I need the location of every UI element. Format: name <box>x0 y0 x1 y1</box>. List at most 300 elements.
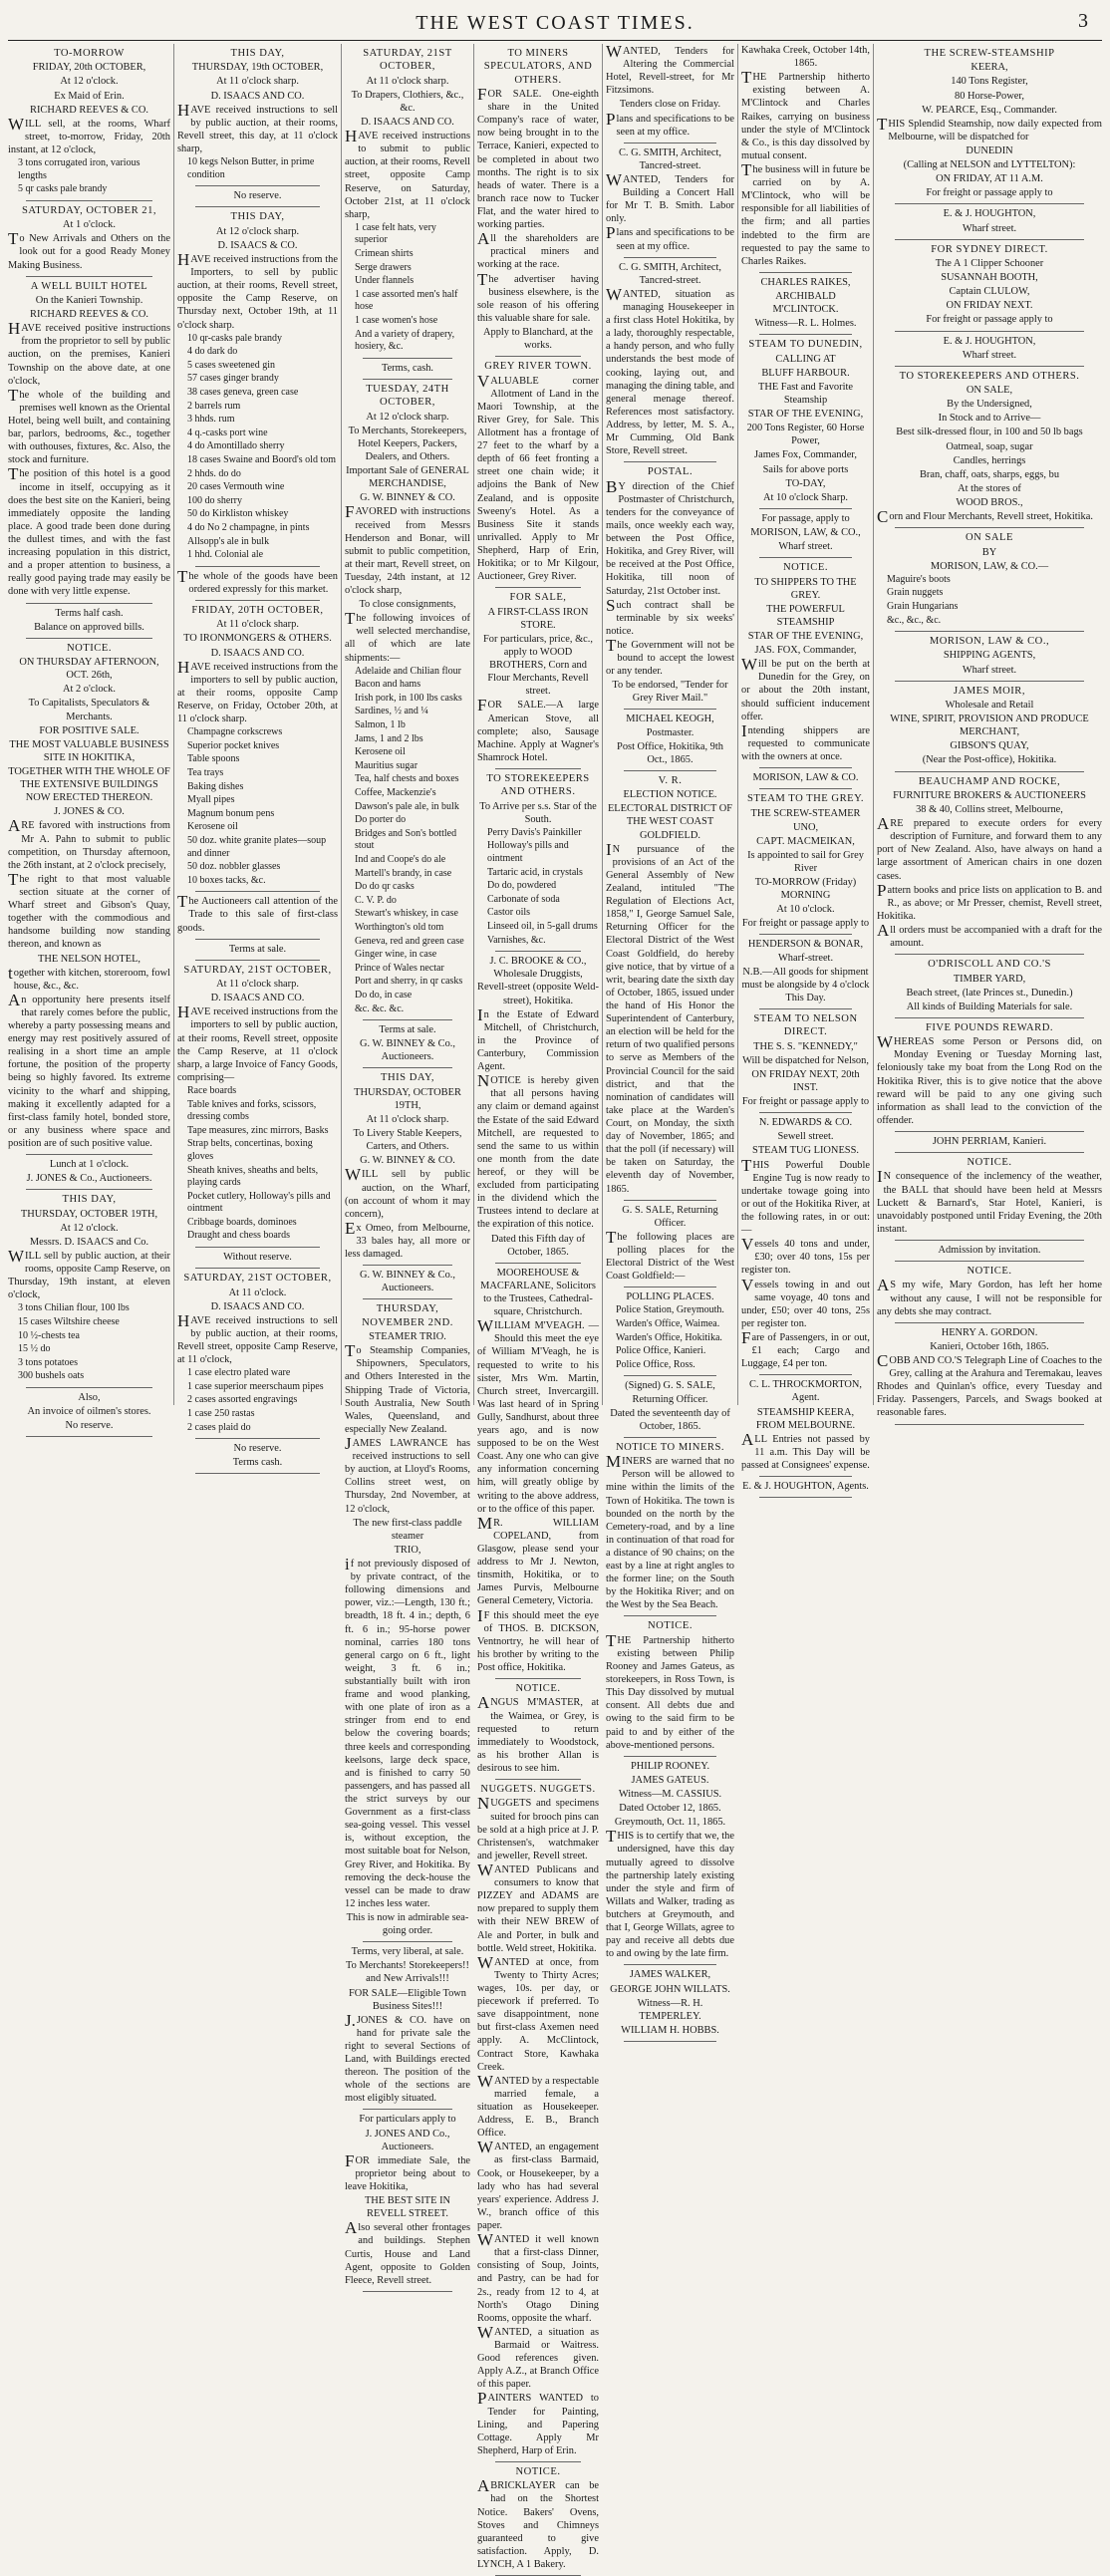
ad-paragraph: The business will in future be carried on by A. M'Clintock, who will be responsible for all liabilities of the firm; and all parties indebted to the firm are requested to pay the same to Charles Raikes. <box>741 159 870 267</box>
ad-list-item: 18 cases Swaine and Boord's old tom <box>187 453 337 465</box>
ad-paragraph: ON FRIDAY, AT 11 A.M. <box>936 173 1043 185</box>
ad-paragraph: JAMES LAWRANCE has received instructions to sell by auction, at Lloyd's Rooms, Collins street west, on Thursday, 2nd November, at 12 o'clock, <box>345 1434 470 1515</box>
ad-separator <box>363 1298 452 1299</box>
ad-line: J. JONES & CO. <box>54 806 125 818</box>
ad-line: Witness—R. H. TEMPERLEY. <box>637 1997 703 2022</box>
column-4 <box>477 44 599 2570</box>
ad-list-item: Do porter do <box>355 814 407 826</box>
ad-separator <box>195 185 320 186</box>
ad-heading: TO MINERS SPECULATORS, AND OTHERS. <box>483 48 593 86</box>
ad-separator <box>759 1497 852 1498</box>
ad-line: G. S. SALE, Returning Officer. <box>622 1204 718 1229</box>
ad-line: THURSDAY, OCTOBER 19TH, <box>20 1208 158 1220</box>
ad-line: G. W. BINNEY & CO. <box>360 492 455 504</box>
ad-list-item: Kerosene oil <box>355 746 406 758</box>
ad-heading: THIS DAY, <box>381 1072 434 1084</box>
ad-line: For passage, apply to <box>761 512 850 524</box>
ad-paragraph: together with kitchen, storeroom, fowl house, &c., &c. <box>8 963 170 992</box>
ad-paragraph: ANGUS M'MASTER, at the Waimea, or Grey, is requested to return immediately to Woodstock, as his brother Allan is desirous to see him. <box>477 1693 599 1775</box>
ad-line: Wholesale and Retail <box>945 700 1034 712</box>
ad-separator <box>495 768 581 769</box>
ad-line: Kawhaka Creek, October 14th, 1865. <box>741 45 870 70</box>
ad-list-item: 50 do Kirkliston whiskey <box>187 508 289 520</box>
advertisement <box>177 1272 338 1434</box>
ad-heading: NOTICE. <box>967 1266 1012 1278</box>
column-7 <box>877 44 1102 1419</box>
ad-separator <box>26 1154 152 1155</box>
ad-list-item: Draught and chess boards <box>187 1230 291 1242</box>
ad-line: THURSDAY, OCTOBER 19TH, <box>354 1086 461 1111</box>
ad-heading: NOTICE. <box>648 1620 693 1632</box>
ad-line: D. ISAACS AND CO. <box>210 647 305 659</box>
ad-line: STEAMSHIP KEERA, FROM MELBOURNE. <box>755 1406 856 1431</box>
advertisement <box>606 774 734 1196</box>
ad-paragraph: FOR immediate Sale, the proprietor being about to leave Hokitika, <box>345 2150 470 2193</box>
advertisement <box>477 2465 599 2571</box>
ad-paragraph: HAVE received instructions to sell by public auction, at their rooms, Revell street, this day, at 11 o'clock sharp, <box>177 100 338 154</box>
ad-list-item: 1 hhd. Colonial ale <box>187 549 264 561</box>
advertisement <box>741 561 870 763</box>
ad-paragraph: James Fox, Commander, <box>754 449 857 461</box>
ad-heading: THIS DAY, <box>62 1194 117 1206</box>
ad-list-item: 2 hhds. do do <box>187 467 241 479</box>
ad-paragraph: In the Estate of Edward Mitchell, of Christchurch, in the Province of Canterbury, Commission Agent. <box>477 1004 599 1073</box>
ad-line: G. W. BINNEY & Co., Auctioneers. <box>359 1270 456 1294</box>
ad-line: D. ISAACS AND CO. <box>210 1300 305 1312</box>
ad-list-item: Do do qr casks <box>355 881 415 893</box>
ad-line: STEAMER TRIO. <box>369 1331 446 1343</box>
advertisement <box>345 383 470 1015</box>
ad-line: D. ISAACS & CO. <box>217 239 298 251</box>
ad-line: At 12 o'clock. <box>60 1222 119 1234</box>
ad-heading: POSTAL. <box>647 466 694 478</box>
ad-line: No reserve. <box>233 190 282 202</box>
ad-list-item: 1 case women's hose <box>355 315 438 327</box>
advertisement <box>741 44 870 268</box>
advertisement <box>877 958 1102 1013</box>
ad-paragraph: THE S. S. "KENNEDY," <box>753 1040 858 1052</box>
ad-line: E. & J. HOUGHTON, Agents. <box>742 1481 869 1493</box>
ad-paragraph: (Calling at NELSON and LYTTELTON): <box>903 159 1076 171</box>
ad-list-item: 3 tons Chilian flour, 100 lbs <box>18 1302 130 1314</box>
ad-heading: NOTICE. <box>783 562 828 574</box>
ad-list-item: Baking dishes <box>187 780 244 792</box>
ad-line: ELECTION NOTICE. <box>623 789 717 801</box>
ad-separator <box>759 557 852 558</box>
ad-line: Beach street, (late Princes st., Dunedin.) <box>906 987 1073 999</box>
ad-line: Kanieri, October 16th, 1865. <box>930 1340 1049 1352</box>
ad-separator <box>624 461 716 462</box>
ad-list-item: Stewart's whiskey, in case <box>355 908 458 920</box>
ad-list-item: Ginger wine, in case <box>355 949 437 961</box>
ad-line: Terms half cash. <box>55 607 124 619</box>
ad-paragraph: At 10 o'clock Sharp. <box>763 491 848 503</box>
ad-paragraph: For freight or passage apply to <box>741 918 870 930</box>
ad-line: ARCHIBALD M'CLINTOCK. <box>772 290 839 316</box>
ad-paragraph: The following places are polling places for the Electoral District of the West Coast Goldfield:— <box>606 1227 734 1283</box>
ad-paragraph: ON FRIDAY NEXT, 20th INST. <box>751 1068 860 1094</box>
ad-list-item: 1 case electro plated ware <box>187 1367 291 1379</box>
ad-separator <box>895 1261 1084 1262</box>
ad-list-item: 3 hhds. rum <box>187 414 235 426</box>
advertisement <box>177 604 338 887</box>
ad-line: HENDERSON & BONAR, Wharf-street. <box>747 939 864 964</box>
ad-paragraph: To New Arrivals and Others on the look out for a good Ready Money Making Business. <box>8 229 170 271</box>
ad-paragraph: At the stores of <box>958 482 1021 494</box>
ad-heading: FOR SALE, <box>509 592 567 604</box>
ad-line: Wharf street. <box>962 222 1017 234</box>
ad-item-list <box>345 666 470 1015</box>
ad-line: Wharf street. <box>778 541 833 553</box>
ad-paragraph: STAR OF THE EVENING, <box>747 630 864 642</box>
ad-line: JAMES GATEUS. <box>631 1774 709 1786</box>
ad-separator <box>895 1131 1084 1132</box>
ad-paragraph: Intending shippers are requested to communicate with the owners at once. <box>741 720 870 762</box>
ad-separator <box>624 1615 716 1616</box>
ad-separator <box>495 1678 581 1679</box>
advertisement <box>741 1116 870 1370</box>
ad-paragraph: The whole of the building and premises well known as the Oriental Hotel, being well built, and containing bar, parlors, bedrooms, &c., together with outhouses, fixtures, &c. Also, the stock and furniture. <box>8 385 170 466</box>
ad-line: STEAM TUG LIONESS. <box>752 1145 859 1157</box>
ad-item-list <box>477 827 599 947</box>
advertisement <box>741 771 870 784</box>
advertisement <box>606 1968 734 2037</box>
ad-separator <box>895 527 1084 528</box>
ad-paragraph: FOR SALE.—A large American Stove, all complete; also, Sausage Machine. Apply at Wagner's Shamrock Hotel. <box>477 696 599 763</box>
ad-paragraph: ARE prepared to execute orders for every description of Furniture, and forward them to any port of New Zealand. Also, have always on hand a large assortment of American chairs in one dozen cases. <box>877 814 1102 882</box>
ad-line: FURNITURE BROKERS & AUCTIONEERS <box>893 789 1086 801</box>
ad-list-item: Do do, powdered <box>487 880 557 892</box>
ad-paragraph: The new first-class paddle steamer <box>353 1517 462 1542</box>
ad-separator <box>26 1189 152 1190</box>
ad-paragraph: The A 1 Clipper Schooner <box>935 258 1044 269</box>
ad-list-item: Warden's Office, Hokitika. <box>616 1331 722 1343</box>
ad-paragraph: WANTED, an engagement as first-class Barmaid, Cook, or Housekeeper, by a lady who has had several years' experience. Address J. W., branch office of this paper. <box>477 2138 599 2231</box>
column-6 <box>741 44 870 1493</box>
advertisement <box>741 1378 870 1472</box>
ad-paragraph: DUNEDIN <box>966 145 1013 156</box>
ad-heading: GREY RIVER TOWN. <box>484 361 592 373</box>
ad-list-item: 20 cases Vermouth wine <box>187 481 285 493</box>
ad-paragraph: THE NELSON HOTEL, <box>37 953 141 965</box>
ad-heading: TO STOREKEEPERS AND OTHERS. <box>486 772 590 798</box>
ad-heading: NUGGETS. NUGGETS. <box>480 1784 596 1796</box>
ad-paragraph: HAVE received instructions from the importers to sell by public auction, at their rooms, Revell street, opposite the Camp Reserve, at 11 o'clock sharp, a large Invoice of Fancy Goods, comprising— <box>177 1002 338 1083</box>
advertisement <box>741 276 870 330</box>
ad-paragraph: Pattern books and price lists on application to B. and R., as above; or Mr Presser, chemist, Revell street, Hokitika. <box>877 880 1102 922</box>
advertisement <box>877 207 1102 234</box>
ad-line: W. PEARCE, Esq., Commander. <box>922 104 1057 116</box>
ad-paragraph: HAVE received instructions to sell by public auction, at their rooms, Revell street, opposite Camp Reserve, at 11 o'clock, <box>177 1310 338 1366</box>
ad-paragraph: IN pursuance of the provisions of an Act of the General Assembly of New Zealand, intituled "The Regulation of Elections Act, 1858," I, George Samuel Sale, Returning Officer for the Electoral District of the West Coast Goldfield, do hereby give notice, that by virtue of a writ, bearing date the sixth day of October, 1865, issued under the hand of His Honor the Superintendent of Canterbury, an election will be held for the return of two qualified persons to serve as Members of the Provincial Council for the said district, and that the nomination of candidates will take place at the Warden's Court, on Monday, the sixth day of November, 1865; and that the poll (if necessary) will be taken on Saturday, the eleventh day of November, 1865. <box>606 839 734 1195</box>
ad-list-item: &c. &c. &c. <box>355 1002 405 1014</box>
ad-list-item: 1 case felt hats, very superior <box>355 221 436 246</box>
advertisement <box>877 685 1102 767</box>
ad-line: WILLIAM H. HOBBS. <box>621 2024 719 2036</box>
ad-line: GIBSON'S QUAY, <box>950 740 1029 752</box>
ad-separator <box>26 276 152 277</box>
ad-line: 140 Tons Register, <box>951 76 1028 88</box>
ad-separator <box>895 366 1084 367</box>
ad-paragraph: Plans and specifications to be seen at my office. <box>606 223 734 252</box>
advertisement <box>8 607 170 634</box>
ad-paragraph: ARE favored with instructions from Mr A. Pahn to submit to public competition, on Thursday afternoon, the 26th instant, at 2 o'clock precisely, <box>8 816 170 871</box>
ad-line: Also, <box>78 1392 101 1404</box>
ad-line: To Capitalists, Speculators & Merchants. <box>28 698 150 722</box>
ad-line: Without reserve. <box>223 1252 292 1264</box>
ad-separator <box>895 1152 1084 1153</box>
ad-line: THE MOST VALUABLE BUSINESS SITE IN HOKITIKA, <box>9 738 169 763</box>
advertisement <box>877 1244 1102 1257</box>
ad-paragraph: MINERS are warned that no Person will be allowed to mine within the limits of the Town of Hokitika. The town is bounded on the north by the Cemetery-road, and by a line in continuation of that road for a distance of 90 chains; on the east by a line at right angles to the former line; on the South by the Hokitika River; and on the West by the Sea Beach. <box>606 1452 734 1611</box>
ad-heading: STEAM TO DUNEDIN, <box>748 339 863 351</box>
ad-line: TO SHIPPERS TO THE GREY. <box>754 576 857 601</box>
column-5 <box>606 42 734 2036</box>
ad-paragraph: Apply to Blanchard, at the works. <box>483 327 593 352</box>
ad-paragraph: Is appointed to sail for Grey River <box>747 849 864 874</box>
ad-line: Dated October 12, 1865. <box>619 1803 721 1815</box>
ad-separator <box>26 638 152 639</box>
ad-heading: SATURDAY, OCTOBER 21, <box>21 204 157 216</box>
ad-paragraph: WILLIAM M'VEAGH. — Should this meet the eye of William M'Veagh, he is requested to write to his sister, Mrs Wm. Martin, Church street, Invercargill. Was last heard of in Spring Gully, Sandhurst, about three years ago, and is now supposed to be on the West Coast. Any one who can give any information concerning him, will greatly oblige by writing to the above address, or to the office of this paper. <box>477 1316 599 1515</box>
ad-separator <box>495 587 581 588</box>
ad-list-item: Police Station, Greymouth. <box>616 1304 724 1316</box>
ad-line: To Livery Stable Keepers, Carters, and Others. <box>353 1128 462 1153</box>
ad-separator <box>495 356 581 357</box>
ad-line: A FIRST-CLASS IRON STORE. <box>487 606 589 631</box>
ad-line: POLLING PLACES. <box>626 1291 714 1303</box>
ad-paragraph: AS my wife, Mary Gordon, has left her home without any cause, I will not be responsible for any debts she may contract. <box>877 1276 1102 1317</box>
ad-paragraph: ABRICKLAYER can be had on the Shortest Notice. Bakers' Ovens, Stoves and Chimneys guaranteed to give satisfaction. Apply, D. LYNCH, A 1 Bakery. <box>477 2476 599 2570</box>
ad-line: Terms cash. <box>232 1457 283 1469</box>
ad-line: At 11 o'clock sharp. <box>216 979 299 991</box>
ad-list-item: 2 cases assorted engravings <box>187 1394 298 1406</box>
ad-paragraph: WANTED at once, from Twenty to Thirty Acres; wages, 10s. per day, or piecework if preferred. To save disappointment, none but first-class Axemen need apply. A. McClintock, Contract Store, Kawhaka Creek. <box>477 1952 599 2073</box>
ad-paragraph: Vessels towing in and out same voyage, 40 tons and under, £50; over 40 tons, 25s per register ton. <box>741 1275 870 1329</box>
ad-paragraph: In Stock and to Arrive— <box>938 413 1041 425</box>
ad-list-item: Varnishes, &c. <box>487 934 546 946</box>
advertisement <box>741 792 870 930</box>
ad-line: G. W. BINNEY & CO. <box>360 1155 455 1167</box>
ad-line: N.B.—All goods for shipment must be alongside by 4 o'clock This Day. <box>741 966 870 1003</box>
ad-heading: A WELL BUILT HOTEL <box>30 280 148 292</box>
ad-separator <box>759 788 852 789</box>
ad-line: BLUFF HARBOUR. <box>761 367 850 379</box>
ad-line: G. W. BINNEY & Co., Auctioneers. <box>359 1038 456 1063</box>
ad-separator <box>624 1437 716 1438</box>
ad-separator <box>895 1240 1084 1241</box>
ad-paragraph: Corn and Flour Merchants, Revell street, Hokitika. <box>877 507 1093 527</box>
ad-line: BY <box>981 546 997 558</box>
ad-line: J. C. BROOKE & CO., Wholesale Druggists, Revell-street (opposite Weld-street), Hokitika. <box>477 956 599 1006</box>
ad-line: Sewell street. <box>777 1131 834 1143</box>
advertisement <box>345 47 470 354</box>
advertisement <box>177 943 338 956</box>
ad-paragraph: Tenders close on Friday. <box>619 99 721 111</box>
column-3 <box>345 44 470 2286</box>
ad-item-list <box>177 1367 338 1434</box>
ad-paragraph: The Auctioneers call attention of the Trade to this sale of first-class goods. <box>177 892 338 934</box>
ad-line: TOGETHER WITH THE WHOLE OF THE EXTENSIVE BUILDINGS NOW ERECTED THEREON. <box>8 765 170 804</box>
ad-list-item: Grain nuggets <box>887 587 944 599</box>
ad-heading: V. R. <box>658 774 683 786</box>
ad-list-item: 15 ½ do <box>18 1343 51 1355</box>
ad-paragraph: NUGGETS and specimens suited for brooch pins can be sold at a high price at J. P. Christensen's, watchmaker and jeweller, Revell street. <box>477 1794 599 1861</box>
ad-separator <box>624 1375 716 1376</box>
ad-list-item: 3 tons potatoes <box>18 1356 78 1368</box>
ad-list-item: 300 bushels oats <box>18 1370 85 1382</box>
ad-separator <box>895 1424 1084 1425</box>
ad-line: To Arrive per s.s. Star of the South. <box>479 800 597 825</box>
ad-paragraph: HAVE received instructions to submit to public auction, at their rooms, Revell street, opposite Camp Reserve, on Saturday, October 21st, at 11 o'clock sharp, <box>345 127 470 220</box>
advertisement <box>477 1267 599 1674</box>
column-divider <box>602 44 603 1405</box>
advertisement <box>345 1023 470 1063</box>
ad-list-item: 5 qr casks pale brandy <box>18 183 108 195</box>
ad-paragraph: Sails for above ports <box>762 463 849 475</box>
ad-paragraph: if not previously disposed of by private contract, of the following dimensions and power, viz.:—Length, 130 ft.; breadth, 18 ft. 4 in.; depth, 6 ft. 6 in.; 95-horse power nominal, carries 180 tons general cargo on 6 ft., light weight, 3 ft. 6 in.; substantially built with iron frame and wood planking, with one plate of iron as a stringer from end to end below the covering boards; three keels and corresponding keelsons, large deck space, and is finished to carry 50 passengers, and has passed all the strict surveys by our Government as a first-class sea-going vessel. This vessel is, without exception, the most suitable boat for Nelson, Grey River, and Hokitika. By removing the deck-house the vessel can be made to draw 12 inches less water. <box>345 1555 470 1909</box>
ad-paragraph: WILL sell by public auction, on the Wharf, (on account of whom it may concern), <box>345 1165 470 1220</box>
advertisement <box>741 1012 870 1108</box>
advertisement <box>877 335 1102 362</box>
advertisement <box>177 1251 338 1264</box>
ad-list-item: Bridges and Son's bottled stout <box>355 827 457 852</box>
ad-list-item: Warden's Office, Waimea. <box>616 1318 720 1330</box>
ad-list-item: Magnum bonum pens <box>187 807 275 819</box>
column-divider <box>173 44 174 1405</box>
ad-list-item: Myall pipes <box>187 794 235 806</box>
ad-separator <box>495 951 581 952</box>
ad-line: D. ISAACS AND CO. <box>210 90 305 102</box>
ad-list-item: Prince of Wales nectar <box>355 962 444 974</box>
ad-paragraph: WANTED by a respectable married female, a situation as Housekeeper. Address, E. B., Branch Office. <box>477 2071 599 2140</box>
advertisement <box>477 591 599 764</box>
ad-separator <box>363 1941 452 1942</box>
advertisement <box>741 512 870 553</box>
ad-heading: O'DRISCOLL AND CO.'S <box>928 959 1051 971</box>
ad-list-item: Sheath knives, sheaths and belts, playing cards <box>187 1164 319 1189</box>
ad-list-item: Allsopp's ale in bulk <box>187 535 270 547</box>
ad-item-list <box>177 333 338 562</box>
ad-paragraph: Bran, chaff, oats, sharps, eggs, bu <box>919 468 1060 480</box>
ad-separator <box>363 2291 452 2292</box>
ad-separator <box>26 200 152 201</box>
ad-separator <box>895 1017 1084 1018</box>
ad-line: 38 & 40, Collins street, Melbourne, <box>916 804 1063 816</box>
ad-list-item: Ind and Coope's do ale <box>355 854 446 866</box>
ad-paragraph: THE Partnership hitherto existing between Philip Rooney and James Gateus, as storekeepers, in Ross Town, is This Day dissolved by mutual consent. All debts due and owing to the said firm to be paid to and by either of the above-mentioned persons. <box>606 1630 734 1751</box>
ad-line: HENRY A. GORDON. <box>941 1326 1038 1338</box>
ad-heading: NOTICE. <box>67 642 112 654</box>
ad-heading: ON SALE <box>966 532 1013 544</box>
ad-line: At 11 o'clock sharp. <box>216 76 299 88</box>
ad-line: At 11 o'clock. <box>228 1287 287 1298</box>
ad-paragraph: This is now in admirable sea-going order. <box>346 1911 469 1937</box>
ad-separator <box>624 770 716 771</box>
ad-list-item: Cribbage boards, dominoes <box>187 1216 297 1228</box>
ad-paragraph: TO-DAY, <box>785 477 826 489</box>
ad-list-item: Holloway's pills and ointment <box>487 840 569 865</box>
ad-line: To Merchants! Storekeepers!! and New Arrivals!!! <box>346 1960 469 1985</box>
ad-list-item: Crimean shirts <box>355 248 414 260</box>
ad-heading: THE SCREW-STEAMSHIP <box>924 48 1055 59</box>
ad-line: At 11 o'clock sharp. <box>366 75 449 87</box>
advertisement <box>477 1783 599 2457</box>
ad-paragraph: To be endorsed, "Tender for Grey River Mail." <box>612 680 728 705</box>
ad-list-item: Kerosene oil <box>187 821 238 833</box>
advertisement <box>877 1156 1102 1236</box>
ad-paragraph: UNO, <box>792 821 819 833</box>
advertisement <box>345 1945 470 2105</box>
advertisement <box>477 955 599 1259</box>
ad-list-item: 4 do dark do <box>187 346 238 358</box>
ad-paragraph: Plans and specifications to be seen at my office. <box>606 109 734 138</box>
advertisement <box>877 243 1102 327</box>
ad-line: PHILIP ROONEY. <box>630 1760 710 1772</box>
ad-paragraph: MR. WILLIAM COPELAND, from Glasgow, please send your address to Mr J. Newton, tinsmith, Hokitika, or to James Purvis, Melbourne General Cemetery, Victoria. <box>477 1513 599 1607</box>
ad-separator <box>624 257 716 258</box>
ad-item-list <box>177 726 338 887</box>
ad-list-item: Jams, 1 and 2 lbs <box>355 732 423 744</box>
ad-line: RICHARD REEVES & CO. <box>30 309 148 321</box>
ad-list-item: Sardines, ½ and ¼ <box>355 706 428 717</box>
ad-line: Witness—R. L. Holmes. <box>754 318 857 330</box>
ad-list-item: 50 doz. white granite plates—soup and dinner <box>187 834 327 859</box>
ad-paragraph: Ex Omeo, from Melbourne, 33 bales hay, all more or less damaged. <box>345 1218 470 1261</box>
ad-item-list <box>177 1085 338 1243</box>
ad-line: Important Sale of GENERAL MERCHANDISE, <box>346 465 469 490</box>
ad-paragraph: 200 Tons Register, 60 Horse Power, <box>746 423 865 447</box>
ad-item-list <box>8 157 170 196</box>
ad-separator <box>195 1473 320 1474</box>
ad-line: D. ISAACS AND CO. <box>210 993 305 1004</box>
advertisement <box>877 1021 1102 1127</box>
ad-line: ELECTORAL DISTRICT OF THE WEST COAST GOLDFIELD. <box>607 803 733 841</box>
ad-separator <box>195 206 320 207</box>
ad-line: Post Office, Hokitika, 9th Oct., 1865. <box>617 740 723 765</box>
ad-separator <box>895 239 1084 240</box>
ad-list-item: 15 cases Wiltshire cheese <box>18 1316 120 1328</box>
ad-paragraph: WILL sell by public auction, at their rooms, opposite Camp Reserve, on Thursday, 19th instant, at eleven o'clock, <box>8 1247 170 1301</box>
ad-list-item: Adelaide and Chilian flour <box>355 665 461 677</box>
ad-paragraph: The whole of the goods have been ordered expressly for this market. <box>177 566 338 595</box>
ad-separator <box>895 331 1084 332</box>
ad-separator <box>195 566 320 567</box>
ad-separator <box>363 358 452 359</box>
advertisement <box>177 210 338 561</box>
ad-heading: NOTICE TO MINERS. <box>615 1441 725 1453</box>
ad-list-item: Perry Davis's Painkiller <box>487 826 582 838</box>
advertisement <box>345 1071 470 1261</box>
ad-list-item: 5 cases sweetened gin <box>187 359 276 371</box>
advertisement <box>877 1135 1102 1148</box>
ad-line: On the Kanieri Township. <box>35 295 143 307</box>
ad-line: Messrs. D. ISAACS and Co. <box>29 1236 149 1248</box>
ad-list-item: 4 q.-casks port wine <box>187 427 268 438</box>
ad-separator <box>495 2461 581 2462</box>
column-2 <box>177 44 338 1469</box>
advertisement <box>177 47 338 181</box>
advertisement <box>177 566 338 596</box>
ad-paragraph: Dated this Fifth day of October, 1865. <box>490 1233 586 1258</box>
ad-line: Lunch at 1 o'clock. <box>49 1159 130 1171</box>
ad-line: Wharf street. <box>962 349 1017 361</box>
ad-line: At 12 o'clock sharp. <box>215 225 300 237</box>
ad-paragraph: Vessels 40 tons and under, £30; over 40 tons, 15s per register ton. <box>741 1235 870 1277</box>
ad-separator <box>759 272 852 273</box>
ad-list-item: 4 do Amontillado sherry <box>187 440 285 452</box>
ad-list-item: C. V. P. do <box>355 894 397 906</box>
